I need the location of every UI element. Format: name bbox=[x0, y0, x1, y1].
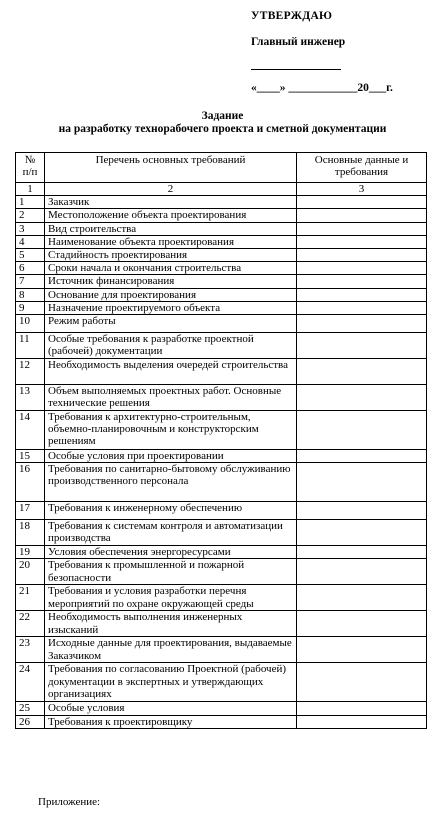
requirement-value-cell[interactable] bbox=[297, 235, 427, 248]
requirement-text: Требования по согласованию Проектной (рабочей) документации в экспертных и утверждающих организациях bbox=[45, 663, 297, 702]
requirement-value-cell[interactable] bbox=[297, 715, 427, 728]
table-row bbox=[16, 222, 427, 235]
table-row bbox=[16, 585, 427, 611]
requirement-text: Стадийность проектирования bbox=[45, 249, 297, 262]
table-row bbox=[16, 546, 427, 559]
row-number: 12 bbox=[16, 359, 45, 385]
approval-block bbox=[251, 10, 441, 94]
row-number: 11 bbox=[16, 333, 45, 359]
requirement-text: Исходные данные для проектирования, выдаваемые Заказчиком bbox=[45, 637, 297, 663]
requirement-value-cell[interactable] bbox=[297, 702, 427, 715]
table-row bbox=[16, 301, 427, 314]
table-row bbox=[16, 315, 427, 333]
requirement-value-cell[interactable] bbox=[297, 315, 427, 333]
table-row bbox=[16, 359, 427, 385]
approval-date-line: «____» ____________20___г. bbox=[251, 82, 393, 94]
requirement-text: Вид строительства bbox=[45, 222, 297, 235]
requirement-text: Назначение проектируемого объекта bbox=[45, 301, 297, 314]
header-data: Основные данные и требования bbox=[297, 153, 427, 183]
requirement-text: Условия обеспечения энергоресурсами bbox=[45, 546, 297, 559]
requirement-text: Необходимость выделения очередей строительства bbox=[45, 359, 297, 385]
requirement-value-cell[interactable] bbox=[297, 333, 427, 359]
table-row bbox=[16, 702, 427, 715]
row-number: 10 bbox=[16, 315, 45, 333]
table-row bbox=[16, 209, 427, 222]
row-number: 7 bbox=[16, 275, 45, 288]
requirement-text: Режим работы bbox=[45, 315, 297, 333]
document-title-line1: Задание bbox=[201, 110, 244, 122]
requirement-text: Сроки начала и окончания строительства bbox=[45, 262, 297, 275]
requirement-value-cell[interactable] bbox=[297, 262, 427, 275]
table-row bbox=[16, 235, 427, 248]
header-requirements: Перечень основных требований bbox=[45, 153, 297, 183]
requirement-text: Объем выполняемых проектных работ. Основные технические решения bbox=[45, 385, 297, 411]
approval-title: УТВЕРЖДАЮ bbox=[251, 10, 333, 22]
requirement-text: Заказчик bbox=[45, 196, 297, 209]
requirement-value-cell[interactable] bbox=[297, 301, 427, 314]
requirement-value-cell[interactable] bbox=[297, 463, 427, 502]
row-number: 4 bbox=[16, 235, 45, 248]
row-number: 21 bbox=[16, 585, 45, 611]
requirement-value-cell[interactable] bbox=[297, 663, 427, 702]
requirement-text: Местоположение объекта проектирования bbox=[45, 209, 297, 222]
requirement-text: Необходимость выполнения инженерных изысканий bbox=[45, 611, 297, 637]
requirement-value-cell[interactable] bbox=[297, 450, 427, 463]
row-number: 17 bbox=[16, 502, 45, 520]
requirement-value-cell[interactable] bbox=[297, 546, 427, 559]
requirement-text: Требования к инженерному обеспечению bbox=[45, 502, 297, 520]
requirement-value-cell[interactable] bbox=[297, 411, 427, 450]
column-number: 3 bbox=[297, 183, 427, 196]
requirement-text: Особые требования к разработке проектной (рабочей) документации bbox=[45, 333, 297, 359]
requirement-value-cell[interactable] bbox=[297, 611, 427, 637]
row-number: 14 bbox=[16, 411, 45, 450]
requirement-text: Требования к архитектурно-строительным, объемно-планировочным и конструкторским решениям bbox=[45, 411, 297, 450]
requirement-text: Особые условия при проектировании bbox=[45, 450, 297, 463]
row-number: 3 bbox=[16, 222, 45, 235]
row-number: 15 bbox=[16, 450, 45, 463]
requirement-value-cell[interactable] bbox=[297, 222, 427, 235]
table-row bbox=[16, 411, 427, 450]
table-row bbox=[16, 463, 427, 502]
table-row bbox=[16, 715, 427, 728]
requirement-value-cell[interactable] bbox=[297, 385, 427, 411]
approver-role: Главный инженер bbox=[251, 36, 346, 48]
table-row bbox=[16, 637, 427, 663]
row-number: 19 bbox=[16, 546, 45, 559]
requirement-value-cell[interactable] bbox=[297, 275, 427, 288]
requirement-text: Требования к системам контроля и автоматизации производства bbox=[45, 520, 297, 546]
row-number: 9 bbox=[16, 301, 45, 314]
requirement-value-cell[interactable] bbox=[297, 559, 427, 585]
row-number: 6 bbox=[16, 262, 45, 275]
row-number: 13 bbox=[16, 385, 45, 411]
table-row bbox=[16, 333, 427, 359]
requirement-text: Требования по санитарно-бытовому обслуживанию производственного персонала bbox=[45, 463, 297, 502]
table-row bbox=[16, 288, 427, 301]
requirement-text: Требования и условия разработки перечня мероприятий по охране окружающей среды bbox=[45, 585, 297, 611]
requirement-text: Особые условия bbox=[45, 702, 297, 715]
column-number: 2 bbox=[45, 183, 297, 196]
row-number: 26 bbox=[16, 715, 45, 728]
table-row bbox=[16, 275, 427, 288]
table-header-row bbox=[16, 153, 427, 183]
row-number: 20 bbox=[16, 559, 45, 585]
requirement-value-cell[interactable] bbox=[297, 502, 427, 520]
requirement-value-cell[interactable] bbox=[297, 209, 427, 222]
row-number: 22 bbox=[16, 611, 45, 637]
requirement-value-cell[interactable] bbox=[297, 637, 427, 663]
requirement-value-cell[interactable] bbox=[297, 520, 427, 546]
requirement-text: Требования к промышленной и пожарной безопасности bbox=[45, 559, 297, 585]
requirement-text: Наименование объекта проектирования bbox=[45, 235, 297, 248]
row-number: 2 bbox=[16, 209, 45, 222]
row-number: 18 bbox=[16, 520, 45, 546]
row-number: 1 bbox=[16, 196, 45, 209]
row-number: 23 bbox=[16, 637, 45, 663]
row-number: 8 bbox=[16, 288, 45, 301]
table-row bbox=[16, 502, 427, 520]
table-row bbox=[16, 559, 427, 585]
document-title-line2: на разработку технорабочего проекта и сметной документации bbox=[58, 123, 387, 135]
requirement-value-cell[interactable] bbox=[297, 249, 427, 262]
requirement-value-cell[interactable] bbox=[297, 196, 427, 209]
row-number: 25 bbox=[16, 702, 45, 715]
table-row bbox=[16, 249, 427, 262]
table-row bbox=[16, 196, 427, 209]
column-number-row bbox=[16, 183, 427, 196]
requirement-text: Требования к проектировщику bbox=[45, 715, 297, 728]
table-row bbox=[16, 520, 427, 546]
table-row bbox=[16, 385, 427, 411]
table-row bbox=[16, 262, 427, 275]
appendix-label: Приложение: bbox=[38, 796, 101, 808]
column-number: 1 bbox=[16, 183, 45, 196]
requirement-value-cell[interactable] bbox=[297, 288, 427, 301]
document-title bbox=[0, 110, 445, 136]
row-number: 16 bbox=[16, 463, 45, 502]
signature-line bbox=[251, 69, 341, 70]
table-row bbox=[16, 611, 427, 637]
requirement-value-cell[interactable] bbox=[297, 359, 427, 385]
table-row bbox=[16, 663, 427, 702]
row-number: 24 bbox=[16, 663, 45, 702]
header-num: № п/п bbox=[16, 153, 45, 183]
table-row bbox=[16, 450, 427, 463]
row-number: 5 bbox=[16, 249, 45, 262]
requirement-value-cell[interactable] bbox=[297, 585, 427, 611]
requirement-text: Основание для проектирования bbox=[45, 288, 297, 301]
requirement-text: Источник финансирования bbox=[45, 275, 297, 288]
requirements-table bbox=[15, 152, 427, 729]
